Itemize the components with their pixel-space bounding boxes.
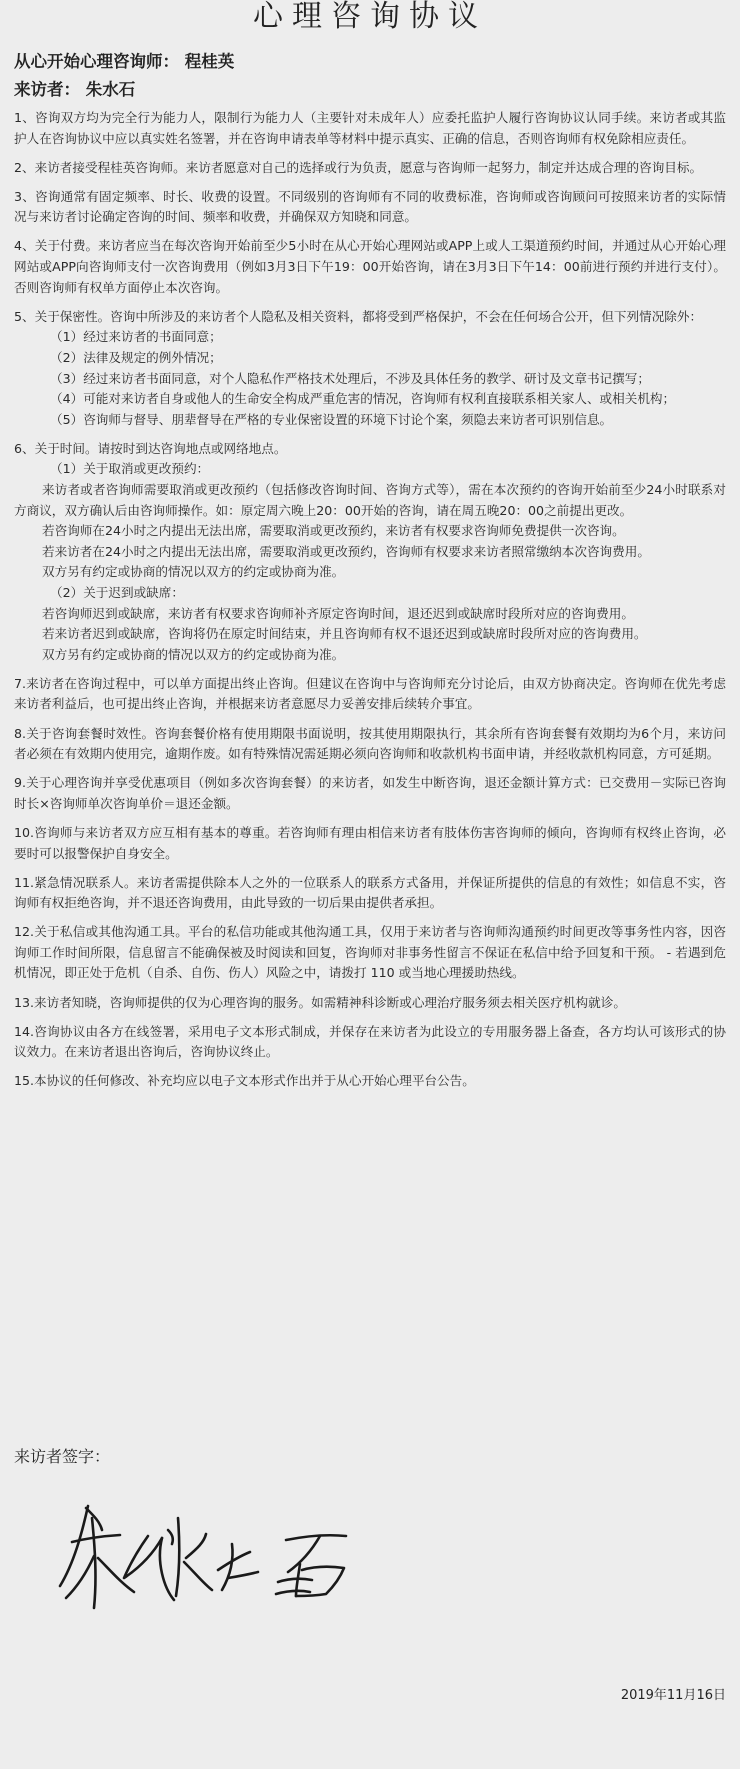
- clause-subitem: 若来访者在24小时之内提出无法出席，需要取消或更改预约，咨询师有权要求来访者照常缴纳本次咨询费用。: [42, 543, 650, 559]
- clause-subitem: 若咨询师在24小时之内提出无法出席，需要取消或更改预约，来访者有权要求咨询师免费提供一次咨询。: [42, 523, 625, 539]
- clause-subitem: （2）法律及规定的例外情况；: [50, 349, 222, 365]
- clause-subitem: （2）关于迟到或缺席：: [50, 584, 184, 600]
- clause-paragraph: 1、咨询双方均为完全行为能力人，限制行为能力人（主要针对未成年人）应委托监护人履行咨询协议认同手续。来访者或其监护人在咨询协议中应以真实姓名签署，并在咨询申请表单等材料中提示真实、正确的信息，否则咨询师有权免除相应责任。: [14, 110, 726, 146]
- clause-paragraph: 15.本协议的任何修改、补充均应以电子文本形式作出并于从心开始心理平台公告。: [14, 1073, 475, 1089]
- clause-subitem: 双方另有约定或协商的情况以双方的约定或协商为准。: [42, 646, 345, 662]
- clause-paragraph: 3、咨询通常有固定频率、时长、收费的设置。不同级别的咨询师有不同的收费标准，咨询师或咨询顾问可按照来访者的实际情况与来访者讨论确定咨询的时间、频率和收费，并确保双方知晓和同意。: [14, 188, 726, 225]
- clause-subitem: 若咨询师迟到或缺席，来访者有权要求咨询师补齐原定咨询时间，退还迟到或缺席时段所对应的咨询费用。: [42, 605, 634, 621]
- clause-subitem: 来访者或者咨询师需要取消或更改预约（包括修改咨询时间、咨询方式等），需在本次预约的咨询开始前至少24小时联系对方商议，双方确认后由咨询师操作。如：原定周六晚上20：00开始的咨询，请在周五晚20：00之前提出更改。: [14, 482, 726, 518]
- client-line: 来访者： 朱水石: [14, 80, 136, 99]
- clause-paragraph: 5、关于保密性。咨询中所涉及的来访者个人隐私及相关资料，都将受到严格保护，不会在任何场合公开，但下列情况除外：: [14, 308, 703, 324]
- clause-paragraph: 7.来访者在咨询过程中，可以单方面提出终止咨询。但建议在咨询中与咨询师充分讨论后，由双方协商决定。咨询师在优先考虑来访者利益后，也可提出终止咨询，并根据来访者意愿尽力妥善安排后续转介事宜。: [14, 675, 726, 712]
- handwritten-signature: [50, 1478, 410, 1618]
- clause-paragraph: 14.咨询协议由各方在线签署，采用电子文本形式制成，并保存在来访者为此设立的专用服务器上备查，各方均认可该形式的协议效力。在来访者退出咨询后，咨询协议终止。: [14, 1023, 726, 1060]
- clause-paragraph: 9.关于心理咨询并享受优惠项目（例如多次咨询套餐）的来访者，如发生中断咨询，退还金额计算方式：已交费用－实际已咨询时长×咨询师单次咨询单价＝退还金额。: [14, 775, 726, 811]
- clause-subitem: （4）可能对来访者自身或他人的生命安全构成严重危害的情况，咨询师有权利直接联系相关家人、或相关机构；: [50, 391, 676, 407]
- signing-date: 2019年11月16日: [620, 1688, 726, 1703]
- clause-subitem: （3）经过来访者书面同意，对个人隐私作严格技术处理后，不涉及具体任务的教学、研讨及文章书记撰写；: [50, 370, 650, 386]
- document-title: 心理咨询协议: [253, 0, 487, 34]
- counselor-line: 从心开始心理咨询师： 程桂英: [14, 52, 235, 71]
- clause-paragraph: 10.咨询师与来访者双方应互相有基本的尊重。若咨询师有理由相信来访者有肢体伤害咨询师的倾向，咨询师有权终止咨询，必要时可以报警保护自身安全。: [14, 824, 726, 861]
- clause-paragraph: 2、来访者接受程桂英咨询师。来访者愿意对自己的选择或行为负责，愿意与咨询师一起努力，制定并达成合理的咨询目标。: [14, 159, 703, 175]
- agreement-clauses: [14, 108, 726, 1100]
- clause-paragraph: 6、关于时间。请按时到达咨询地点或网络地点。: [14, 440, 287, 456]
- clause-paragraph: 8.关于咨询套餐时效性。咨询套餐价格有使用期限书面说明，按其使用期限执行，其余所有咨询套餐有效期均为6个月，来访问者必须在有效期内使用完，逾期作废。如有特殊情况需延期必须向咨询师和收款机构书面申请，并经收款机构同意，方可延期。: [14, 725, 726, 762]
- clause-subitem: （5）咨询师与督导、朋辈督导在严格的专业保密设置的环境下讨论个案，须隐去来访者可识别信息。: [50, 411, 613, 427]
- clause-paragraph: 12.关于私信或其他沟通工具。平台的私信功能或其他沟通工具，仅用于来访者与咨询师沟通预约时间更改等事务性内容，因咨询师工作时间所限，信息留言不能确保被及时阅读和回复，咨询师对非事务性留言不保证在私信中给予回复和干预。 - 若遇到危机情况，即正处于危机（自杀、自伤、伤人）风险之中，请拨打 110 或当地心理援助热线。: [14, 924, 726, 981]
- clause-subitem: 双方另有约定或协商的情况以双方的约定或协商为准。: [42, 564, 345, 580]
- clause-subitem: （1）关于取消或更改预约：: [50, 461, 210, 477]
- signature-label: 来访者签字：: [14, 1447, 111, 1466]
- clause-paragraph: 4、关于付费。来访者应当在每次咨询开始前至少5小时在从心开始心理网站或APP上或人工渠道预约时间，并通过从心开始心理网站或APP向咨询师支付一次咨询费用（例如3月3日下午19：00开始咨询，请在3月3日下午14：00前进行预约并进行支付）。否则咨询师有权单方面停止本次咨询。: [14, 238, 726, 295]
- clause-subitem: （1）经过来访者的书面同意；: [50, 329, 222, 345]
- clause-paragraph: 13.来访者知晓，咨询师提供的仅为心理咨询的服务。如需精神科诊断或心理治疗服务须去相关医疗机构就诊。: [14, 994, 626, 1010]
- clause-paragraph: 11.紧急情况联系人。来访者需提供除本人之外的一位联系人的联系方式备用，并保证所提供的信息的有效性；如信息不实，咨询师有权拒绝咨询，并不退还咨询费用，由此导致的一切后果由提供者承担。: [14, 874, 726, 911]
- clause-subitem: 若来访者迟到或缺席，咨询将仍在原定时间结束，并且咨询师有权不退还迟到或缺席时段所对应的咨询费用。: [42, 626, 647, 642]
